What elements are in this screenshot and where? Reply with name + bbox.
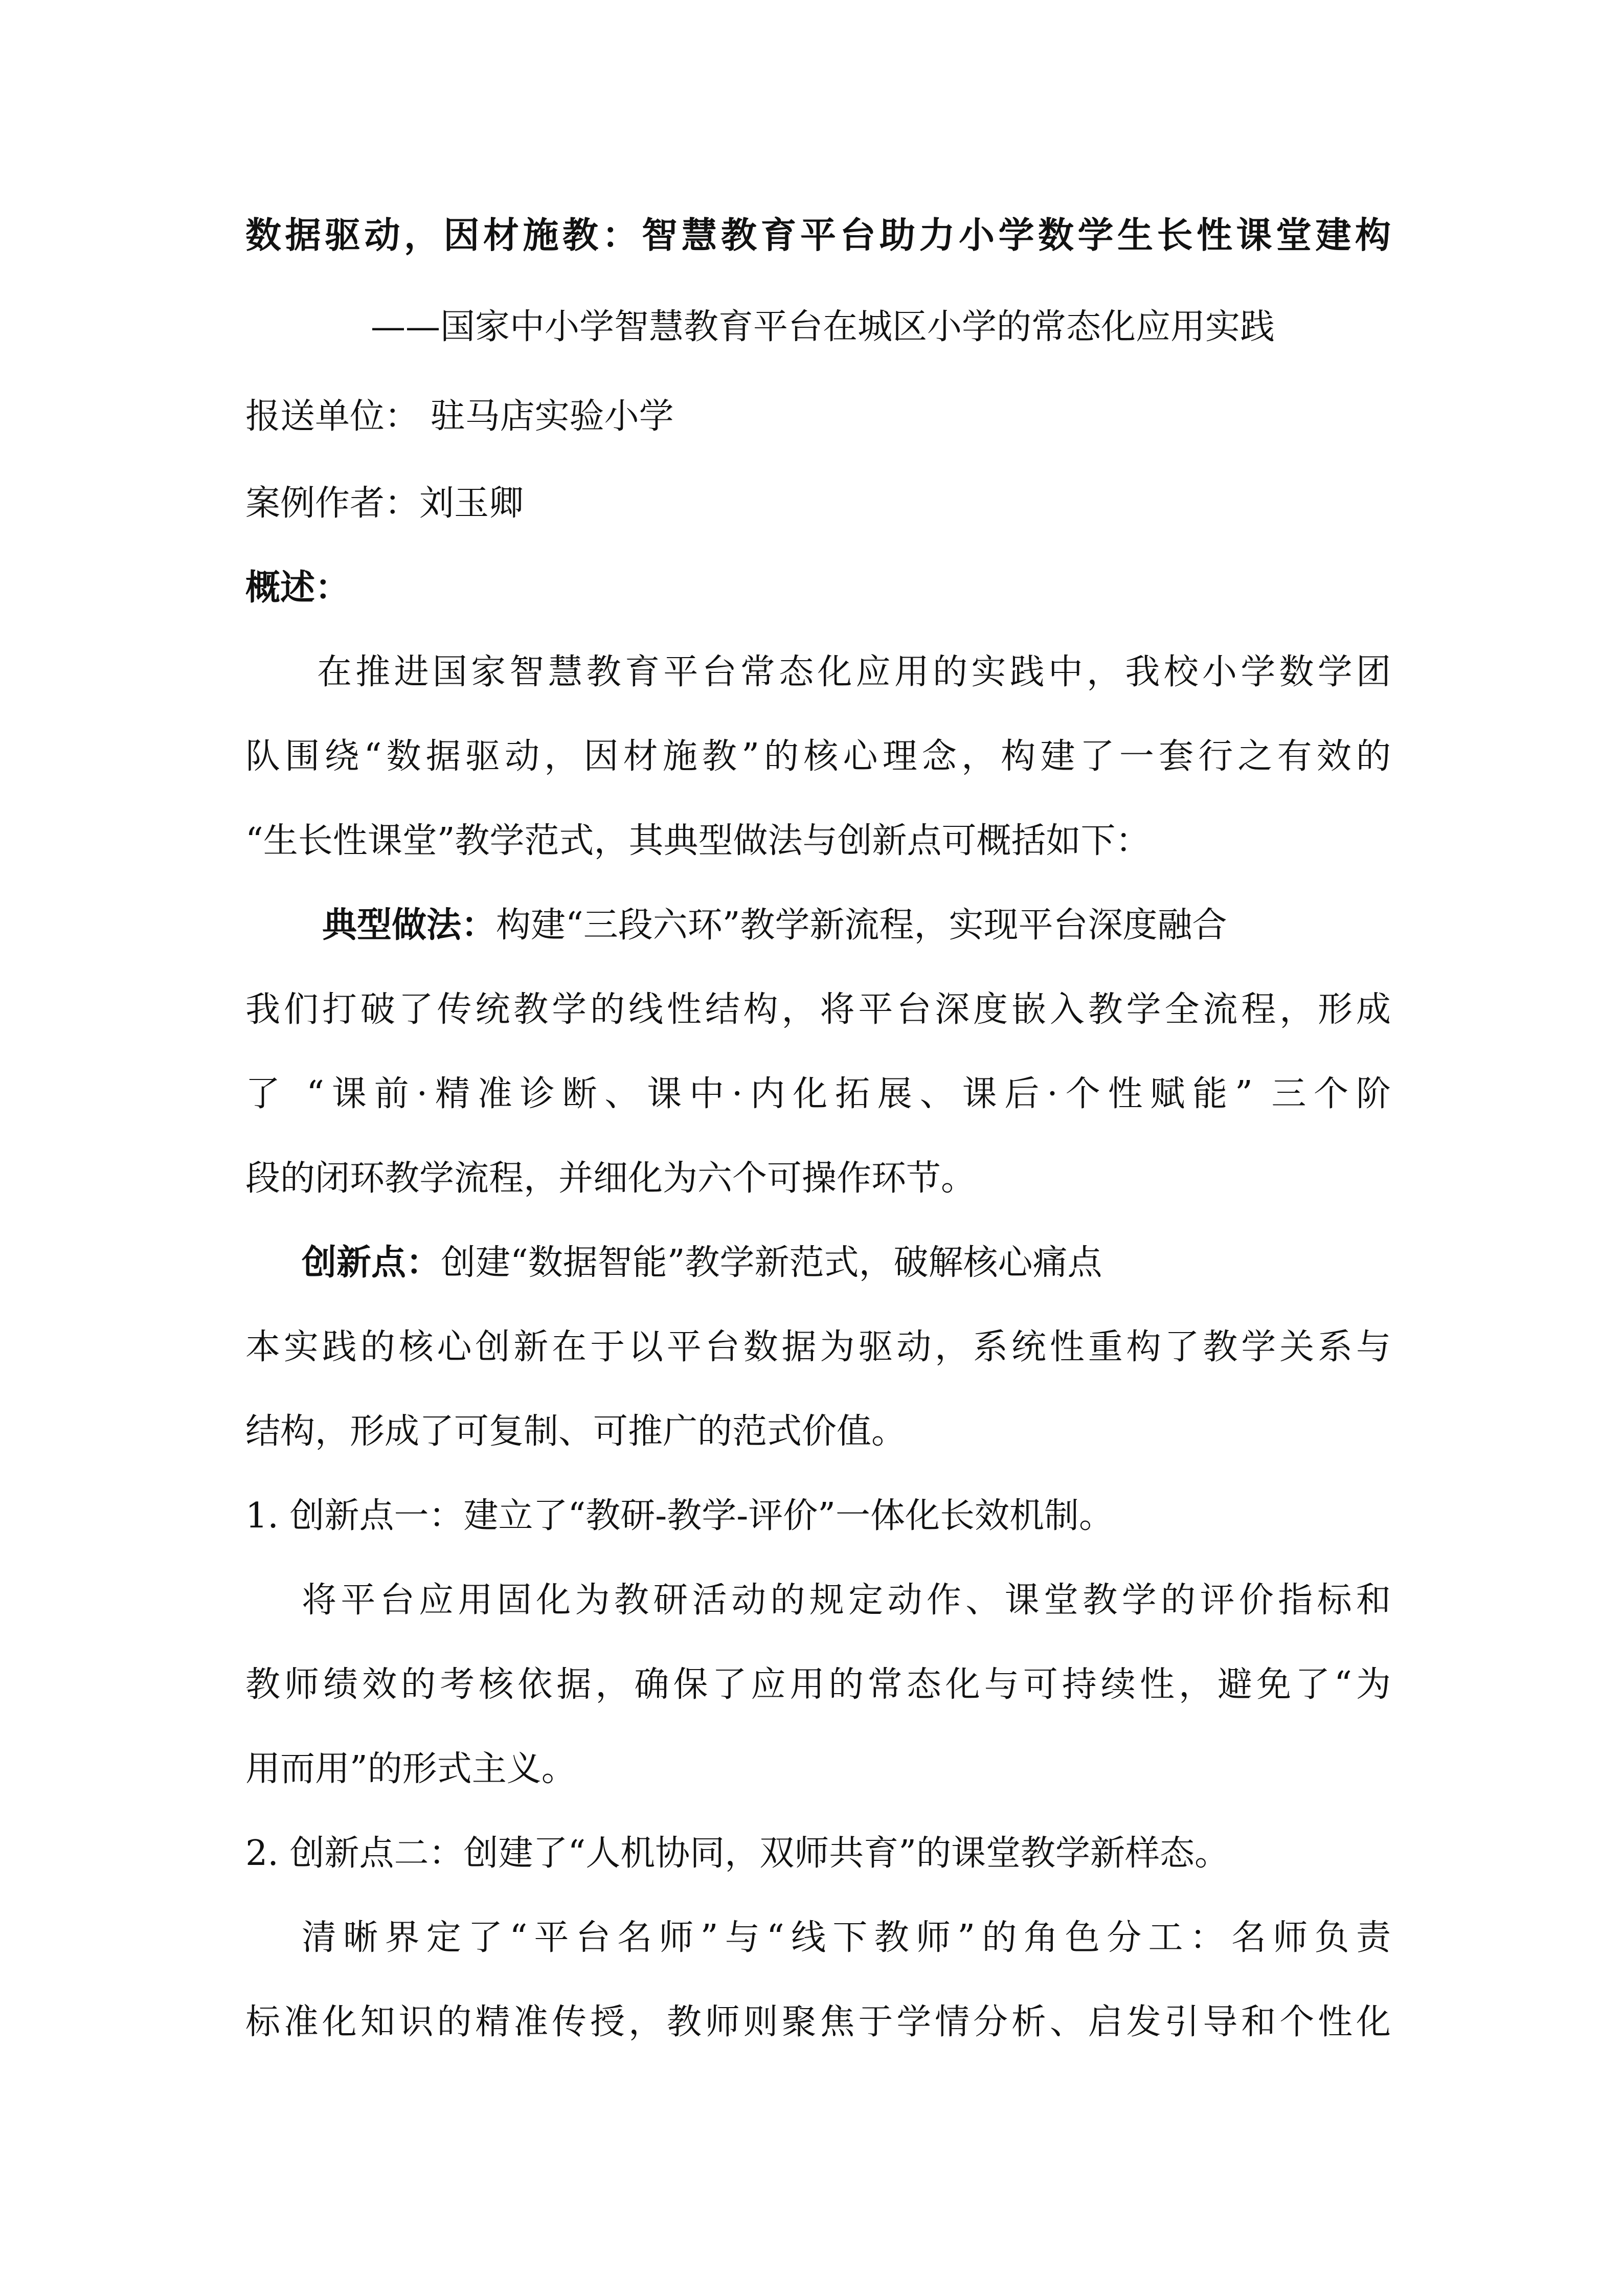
document-subtitle: ——国家中小学智慧教育平台在城区小学的常态化应用实践 (371, 307, 1275, 347)
document-title: 数据驱动，因材施教：智慧教育平台助力小学数学生长性课堂建构 (245, 214, 1391, 256)
practice-paragraph-head (245, 900, 1391, 951)
practice-headline: 构建“三段六环”教学新流程，实现平台深度融合 (496, 905, 1227, 946)
innovation-line-1: 本实践的核心创新在于以平台数据为驱动，系统性重构了教学关系与 (245, 1327, 1391, 1367)
submitting-unit: 报送单位： 驻马店实验小学 (245, 396, 674, 437)
point2-line-1: 清晰界定了“平台名师”与“线下教师”的角色分工：名师负责 (302, 1918, 1391, 1958)
overview-line-3: “生长性课堂”教学范式，其典型做法与创新点可概括如下： (245, 821, 1151, 861)
practice-line-2: 了 “课前·精准诊断、课中·内化拓展、课后·个性赋能” 三个阶 (245, 1074, 1391, 1114)
practice-line-1: 我们打破了传统教学的线性结构，将平台深度嵌入教学全流程，形成 (245, 989, 1391, 1030)
point1-line-1: 将平台应用固化为教研活动的规定动作、课堂教学的评价指标和 (302, 1580, 1391, 1620)
overview-heading: 概述： (245, 568, 350, 608)
point1-heading: 1. 创新点一：建立了“教研-教学-评价”一体化长效机制。 (245, 1496, 1114, 1536)
point2-line-2: 标准化知识的精准传授，教师则聚焦于学情分析、启发引导和个性化 (245, 2002, 1391, 2042)
practice-line-3: 段的闭环教学流程，并细化为六个可操作环节。 (245, 1158, 976, 1199)
innovation-label: 创新点： (302, 1243, 441, 1283)
innovation-paragraph-head (245, 1237, 1391, 1289)
innovation-headline: 创建“数据智能”教学新范式，破解核心痛点 (441, 1243, 1102, 1283)
point1-line-2: 教师绩效的考核依据，确保了应用的常态化与可持续性，避免了“为 (245, 1664, 1391, 1705)
overview-line-2: 队围绕“数据驱动，因材施教”的核心理念，构建了一套行之有效的 (245, 736, 1391, 777)
innovation-line-2: 结构，形成了可复制、可推广的范式价值。 (245, 1411, 907, 1452)
point1-line-3: 用而用”的形式主义。 (245, 1749, 576, 1789)
practice-label: 典型做法： (322, 905, 497, 946)
overview-line-1: 在推进国家智慧教育平台常态化应用的实践中，我校小学数学团 (317, 652, 1391, 692)
case-author: 案例作者：刘玉卿 (245, 483, 524, 524)
point2-heading: 2. 创新点二：创建了“人机协同，双师共育”的课堂教学新样态。 (245, 1833, 1230, 1874)
